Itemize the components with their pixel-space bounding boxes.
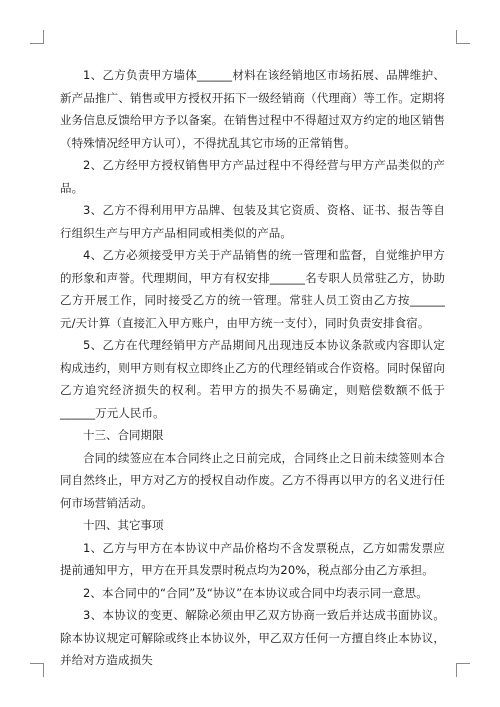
other-matters-paragraph-1: 1、乙方与甲方在本协议中产品价格均不含发票税点，乙方如需发票应提前通知甲方，甲方在开具发票时税点均为20%，税点部分由乙方承担。 (60, 540, 445, 577)
clause-paragraph-3: 3、乙方不得利用甲方品牌、包装及其它资质、资格、证书、报告等自行组织生产与甲方产品相同或相类似的产品。 (60, 203, 445, 240)
page-corner-mark-top-left (30, 30, 44, 44)
other-matters-paragraph-3: 3、本协议的变更、解除必须由甲乙双方协商一致后并达成书面协议。除本协议规定可解除或终止本协议外，甲乙双方任何一方擅自终止本协议，并给对方造成损失 (60, 608, 445, 667)
section-heading-contract-term: 十三、合同期限 (83, 428, 164, 442)
clause-paragraph-4: 4、乙方必须接受甲方关于产品销售的统一管理和监督，自觉维护甲方的形象和声誉。代理期间，甲方有权安排______名专职人员常驻乙方，协助乙方开展工作，同时接受乙方的统一管理。常驻人员工资由乙方按______元/天计算（直接汇入甲方账户，由甲方统一支付），同时负责安排食宿。 (60, 248, 445, 330)
clause-paragraph-2: 2、乙方经甲方授权销售甲方产品过程中不得经营与甲方产品类似的产品。 (60, 158, 445, 195)
page-corner-mark-bottom-right (456, 663, 470, 677)
other-matters-paragraph-2: 2、本合同中的“合同”及“协议”在本协议或合同中均表示同一意思。 (83, 585, 428, 600)
section-heading-other-matters: 十四、其它事项 (83, 518, 164, 532)
page-corner-mark-bottom-left (30, 663, 44, 677)
clause-paragraph-1: 1、乙方负责甲方墙体______材料在该经销地区市场拓展、品牌维护、新产品推广、销售或甲方授权开拓下一级经销商（代理商）等工作。定期将业务信息反馈给甲方予以备案。在销售过程中不得超过双方约定的地区销售（特殊情况经甲方认可），不得扰乱其它市场的正常销售。 (60, 68, 445, 150)
page-corner-mark-top-right (456, 30, 470, 44)
contract-term-paragraph: 合同的续签应在本合同终止之日前完成，合同终止之日前未续签则本合同自然终止，甲方对乙方的授权自动作废。乙方不得再以甲方的名义进行任何市场营销活动。 (60, 450, 445, 510)
clause-paragraph-5: 5、乙方在代理经销甲方产品期间凡出现违反本协议条款或内容即认定构成违约，则甲方则有权立即终止乙方的代理经销或合作资格。同时保留向乙方追究经济损失的权利。若甲方的损失不易确定，则赔偿数额不低于______万元人民币。 (60, 338, 445, 420)
document-body (60, 64, 445, 672)
